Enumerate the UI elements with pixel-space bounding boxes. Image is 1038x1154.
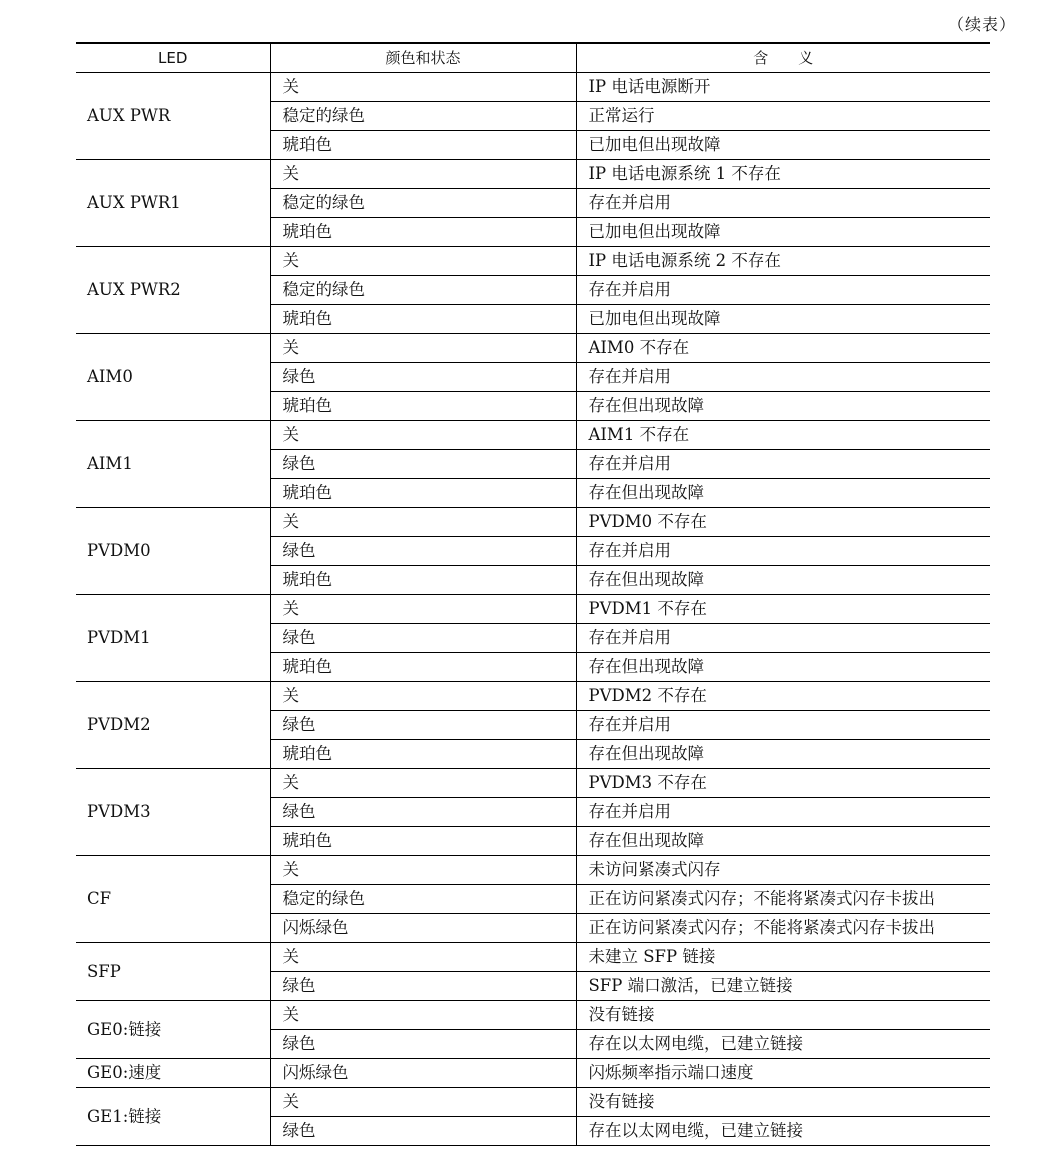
meaning-cell: 没有链接 (576, 1088, 990, 1117)
led-name-cell: AIM1 (76, 421, 270, 508)
meaning-cell: 存在但出现故障 (576, 392, 990, 421)
meaning-cell: IP 电话电源系统 1 不存在 (576, 160, 990, 189)
meaning-cell: 存在并启用 (576, 189, 990, 218)
color-status-cell: 稳定的绿色 (270, 276, 576, 305)
color-status-cell: 关 (270, 334, 576, 363)
table-row (76, 508, 990, 537)
meaning-cell: 存在并启用 (576, 450, 990, 479)
meaning-cell: PVDM3 不存在 (576, 769, 990, 798)
header-led: LED (76, 43, 270, 73)
led-name-cell: GE0:链接 (76, 1001, 270, 1059)
meaning-cell: 正在访问紧凑式闪存；不能将紧凑式闪存卡拔出 (576, 885, 990, 914)
table-header-row (76, 43, 990, 73)
color-status-cell: 琥珀色 (270, 218, 576, 247)
table-row (76, 1088, 990, 1117)
header-color-status: 颜色和状态 (270, 43, 576, 73)
color-status-cell: 绿色 (270, 1030, 576, 1059)
color-status-cell: 关 (270, 1088, 576, 1117)
table-row (76, 769, 990, 798)
color-status-cell: 关 (270, 160, 576, 189)
meaning-cell: IP 电话电源系统 2 不存在 (576, 247, 990, 276)
meaning-cell: SFP 端口激活，已建立链接 (576, 972, 990, 1001)
table-row (76, 943, 990, 972)
color-status-cell: 稳定的绿色 (270, 885, 576, 914)
color-status-cell: 绿色 (270, 711, 576, 740)
meaning-cell: 未访问紧凑式闪存 (576, 856, 990, 885)
color-status-cell: 关 (270, 73, 576, 102)
led-name-cell: PVDM3 (76, 769, 270, 856)
table-row (76, 334, 990, 363)
color-status-cell: 琥珀色 (270, 305, 576, 334)
meaning-cell: 已加电但出现故障 (576, 218, 990, 247)
meaning-cell: AIM1 不存在 (576, 421, 990, 450)
meaning-cell: 存在但出现故障 (576, 740, 990, 769)
led-name-cell: PVDM1 (76, 595, 270, 682)
table-row (76, 73, 990, 102)
color-status-cell: 绿色 (270, 450, 576, 479)
meaning-cell: 存在但出现故障 (576, 827, 990, 856)
meaning-cell: 正在访问紧凑式闪存；不能将紧凑式闪存卡拔出 (576, 914, 990, 943)
table-body (76, 73, 990, 1146)
color-status-cell: 绿色 (270, 1117, 576, 1146)
led-name-cell: CF (76, 856, 270, 943)
meaning-cell: 存在并启用 (576, 798, 990, 827)
meaning-cell: IP 电话电源断开 (576, 73, 990, 102)
table-row (76, 595, 990, 624)
color-status-cell: 关 (270, 595, 576, 624)
color-status-cell: 稳定的绿色 (270, 189, 576, 218)
meaning-cell: 存在并启用 (576, 363, 990, 392)
color-status-cell: 琥珀色 (270, 827, 576, 856)
color-status-cell: 琥珀色 (270, 392, 576, 421)
meaning-cell: 已加电但出现故障 (576, 305, 990, 334)
meaning-cell: 存在但出现故障 (576, 566, 990, 595)
color-status-cell: 琥珀色 (270, 566, 576, 595)
led-name-cell: PVDM2 (76, 682, 270, 769)
table-row (76, 421, 990, 450)
meaning-cell: 存在以太网电缆，已建立链接 (576, 1117, 990, 1146)
led-name-cell: AUX PWR2 (76, 247, 270, 334)
color-status-cell: 关 (270, 1001, 576, 1030)
led-name-cell: AUX PWR1 (76, 160, 270, 247)
color-status-cell: 关 (270, 247, 576, 276)
meaning-cell: 正常运行 (576, 102, 990, 131)
color-status-cell: 关 (270, 856, 576, 885)
table-row (76, 160, 990, 189)
color-status-cell: 关 (270, 682, 576, 711)
meaning-cell: PVDM1 不存在 (576, 595, 990, 624)
header-meaning: 含 义 (576, 43, 990, 73)
color-status-cell: 关 (270, 508, 576, 537)
table-row (76, 1001, 990, 1030)
led-status-table (76, 42, 990, 1146)
led-name-cell: SFP (76, 943, 270, 1001)
table-row (76, 1059, 990, 1088)
meaning-cell: 存在但出现故障 (576, 479, 990, 508)
color-status-cell: 绿色 (270, 798, 576, 827)
meaning-cell: 已加电但出现故障 (576, 131, 990, 160)
meaning-cell: 存在并启用 (576, 624, 990, 653)
led-name-cell: AIM0 (76, 334, 270, 421)
color-status-cell: 关 (270, 421, 576, 450)
led-name-cell: AUX PWR (76, 73, 270, 160)
led-name-cell: GE1:链接 (76, 1088, 270, 1146)
meaning-cell: PVDM0 不存在 (576, 508, 990, 537)
meaning-cell: 存在但出现故障 (576, 653, 990, 682)
meaning-cell: 存在并启用 (576, 276, 990, 305)
color-status-cell: 稳定的绿色 (270, 102, 576, 131)
color-status-cell: 关 (270, 769, 576, 798)
meaning-cell: 存在并启用 (576, 537, 990, 566)
color-status-cell: 琥珀色 (270, 653, 576, 682)
meaning-cell: 存在以太网电缆，已建立链接 (576, 1030, 990, 1059)
table-row (76, 856, 990, 885)
meaning-cell: AIM0 不存在 (576, 334, 990, 363)
color-status-cell: 绿色 (270, 624, 576, 653)
color-status-cell: 闪烁绿色 (270, 1059, 576, 1088)
meaning-cell: 没有链接 (576, 1001, 990, 1030)
meaning-cell: 闪烁频率指示端口速度 (576, 1059, 990, 1088)
table-row (76, 247, 990, 276)
led-name-cell: PVDM0 (76, 508, 270, 595)
color-status-cell: 绿色 (270, 363, 576, 392)
color-status-cell: 闪烁绿色 (270, 914, 576, 943)
color-status-cell: 绿色 (270, 972, 576, 1001)
color-status-cell: 绿色 (270, 537, 576, 566)
continued-label: （续表） (947, 15, 1016, 34)
table-row (76, 682, 990, 711)
color-status-cell: 琥珀色 (270, 131, 576, 160)
color-status-cell: 琥珀色 (270, 479, 576, 508)
meaning-cell: 未建立 SFP 链接 (576, 943, 990, 972)
meaning-cell: 存在并启用 (576, 711, 990, 740)
meaning-cell: PVDM2 不存在 (576, 682, 990, 711)
color-status-cell: 关 (270, 943, 576, 972)
color-status-cell: 琥珀色 (270, 740, 576, 769)
led-name-cell: GE0:速度 (76, 1059, 270, 1088)
